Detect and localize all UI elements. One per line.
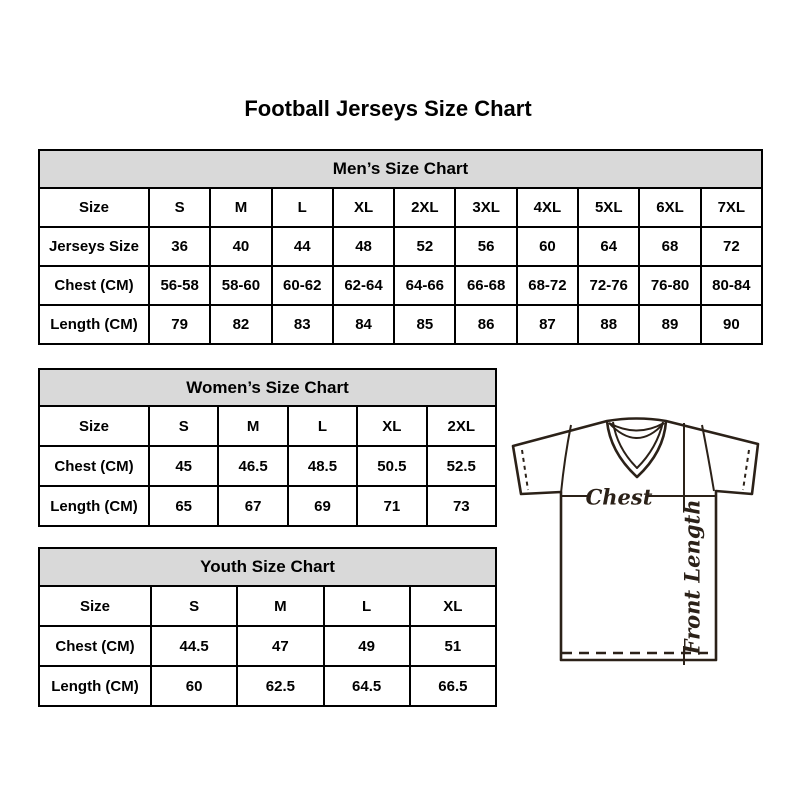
size-cell: 52 bbox=[394, 227, 455, 266]
size-cell: 40 bbox=[210, 227, 271, 266]
row-label: Length (CM) bbox=[39, 486, 149, 526]
row-label: Size bbox=[39, 406, 149, 446]
size-cell: 56 bbox=[455, 227, 516, 266]
youth-size-table bbox=[38, 547, 497, 707]
table-row bbox=[39, 626, 496, 666]
row-label: Size bbox=[39, 188, 149, 227]
size-cell: 3XL bbox=[455, 188, 516, 227]
size-cell: 48 bbox=[333, 227, 394, 266]
size-cell: 44.5 bbox=[151, 626, 237, 666]
size-cell: XL bbox=[333, 188, 394, 227]
size-cell: 62-64 bbox=[333, 266, 394, 305]
size-cell: L bbox=[324, 586, 410, 626]
table-row bbox=[39, 266, 762, 305]
size-cell: 62.5 bbox=[237, 666, 323, 706]
collar-outer-v bbox=[607, 421, 666, 477]
size-cell: 65 bbox=[149, 486, 218, 526]
mens-size-table bbox=[38, 149, 763, 345]
size-cell: 46.5 bbox=[218, 446, 287, 486]
row-label: Chest (CM) bbox=[39, 446, 149, 486]
size-cell: 68 bbox=[639, 227, 700, 266]
size-cell: 2XL bbox=[427, 406, 496, 446]
size-cell: 72-76 bbox=[578, 266, 639, 305]
size-cell: 79 bbox=[149, 305, 210, 344]
front-length-label: Front Length bbox=[679, 499, 705, 655]
size-cell: XL bbox=[357, 406, 426, 446]
right-armhole-seam bbox=[702, 425, 714, 491]
size-cell: 51 bbox=[410, 626, 496, 666]
size-cell: 68-72 bbox=[517, 266, 578, 305]
size-cell: S bbox=[151, 586, 237, 626]
size-cell: 60 bbox=[517, 227, 578, 266]
size-cell: 6XL bbox=[639, 188, 700, 227]
size-cell: 60 bbox=[151, 666, 237, 706]
size-cell: XL bbox=[410, 586, 496, 626]
size-cell: 2XL bbox=[394, 188, 455, 227]
size-cell: 85 bbox=[394, 305, 455, 344]
size-cell: 64.5 bbox=[324, 666, 410, 706]
size-cell: 58-60 bbox=[210, 266, 271, 305]
table-row bbox=[39, 305, 762, 344]
size-cell: 84 bbox=[333, 305, 394, 344]
size-cell: M bbox=[237, 586, 323, 626]
size-cell: 90 bbox=[701, 305, 762, 344]
table-title: Women’s Size Chart bbox=[39, 369, 496, 406]
size-cell: 56-58 bbox=[149, 266, 210, 305]
size-cell: M bbox=[218, 406, 287, 446]
size-cell: 66.5 bbox=[410, 666, 496, 706]
size-cell: 49 bbox=[324, 626, 410, 666]
row-label: Chest (CM) bbox=[39, 266, 149, 305]
table-title-row bbox=[39, 150, 762, 188]
row-label: Length (CM) bbox=[39, 666, 151, 706]
size-cell: S bbox=[149, 188, 210, 227]
size-cell: 88 bbox=[578, 305, 639, 344]
left-cuff-stitch-line bbox=[522, 450, 528, 490]
table-title-row bbox=[39, 369, 496, 406]
size-cell: 52.5 bbox=[427, 446, 496, 486]
table-row bbox=[39, 227, 762, 266]
size-cell: 67 bbox=[218, 486, 287, 526]
table-title: Youth Size Chart bbox=[39, 548, 496, 586]
size-cell: 48.5 bbox=[288, 446, 357, 486]
size-cell: 64-66 bbox=[394, 266, 455, 305]
size-cell: 82 bbox=[210, 305, 271, 344]
size-cell: 66-68 bbox=[455, 266, 516, 305]
size-cell: L bbox=[272, 188, 333, 227]
row-label: Jerseys Size bbox=[39, 227, 149, 266]
right-cuff-stitch-line bbox=[743, 450, 749, 490]
size-cell: 69 bbox=[288, 486, 357, 526]
table-row bbox=[39, 188, 762, 227]
table-row bbox=[39, 446, 496, 486]
table-row bbox=[39, 586, 496, 626]
collar-back-curve-deep bbox=[609, 423, 664, 438]
size-cell: 86 bbox=[455, 305, 516, 344]
left-armhole-seam bbox=[561, 425, 571, 493]
size-cell: S bbox=[149, 406, 218, 446]
size-cell: L bbox=[288, 406, 357, 446]
womens-size-table bbox=[38, 368, 497, 527]
size-cell: 64 bbox=[578, 227, 639, 266]
size-cell: 87 bbox=[517, 305, 578, 344]
row-label: Chest (CM) bbox=[39, 626, 151, 666]
page-title: Football Jerseys Size Chart bbox=[244, 96, 532, 121]
size-cell: 47 bbox=[237, 626, 323, 666]
table-row bbox=[39, 666, 496, 706]
size-cell: 83 bbox=[272, 305, 333, 344]
size-cell: 44 bbox=[272, 227, 333, 266]
row-label: Length (CM) bbox=[39, 305, 149, 344]
size-cell: 89 bbox=[639, 305, 700, 344]
size-cell: 45 bbox=[149, 446, 218, 486]
size-cell: 4XL bbox=[517, 188, 578, 227]
chest-label: Chest bbox=[585, 484, 653, 510]
size-cell: 60-62 bbox=[272, 266, 333, 305]
size-cell: 36 bbox=[149, 227, 210, 266]
size-cell: 72 bbox=[701, 227, 762, 266]
collar-inner-v bbox=[613, 422, 663, 468]
table-title-row bbox=[39, 548, 496, 586]
size-cell: 71 bbox=[357, 486, 426, 526]
size-cell: 76-80 bbox=[639, 266, 700, 305]
size-cell: M bbox=[210, 188, 271, 227]
size-cell: 80-84 bbox=[701, 266, 762, 305]
table-title: Men’s Size Chart bbox=[39, 150, 762, 188]
table-row bbox=[39, 406, 496, 446]
size-cell: 73 bbox=[427, 486, 496, 526]
jersey-outline bbox=[513, 419, 758, 661]
size-cell: 50.5 bbox=[357, 446, 426, 486]
size-cell: 7XL bbox=[701, 188, 762, 227]
collar-back-curve-shallow bbox=[609, 423, 664, 431]
row-label: Size bbox=[39, 586, 151, 626]
size-cell: 5XL bbox=[578, 188, 639, 227]
table-row bbox=[39, 486, 496, 526]
